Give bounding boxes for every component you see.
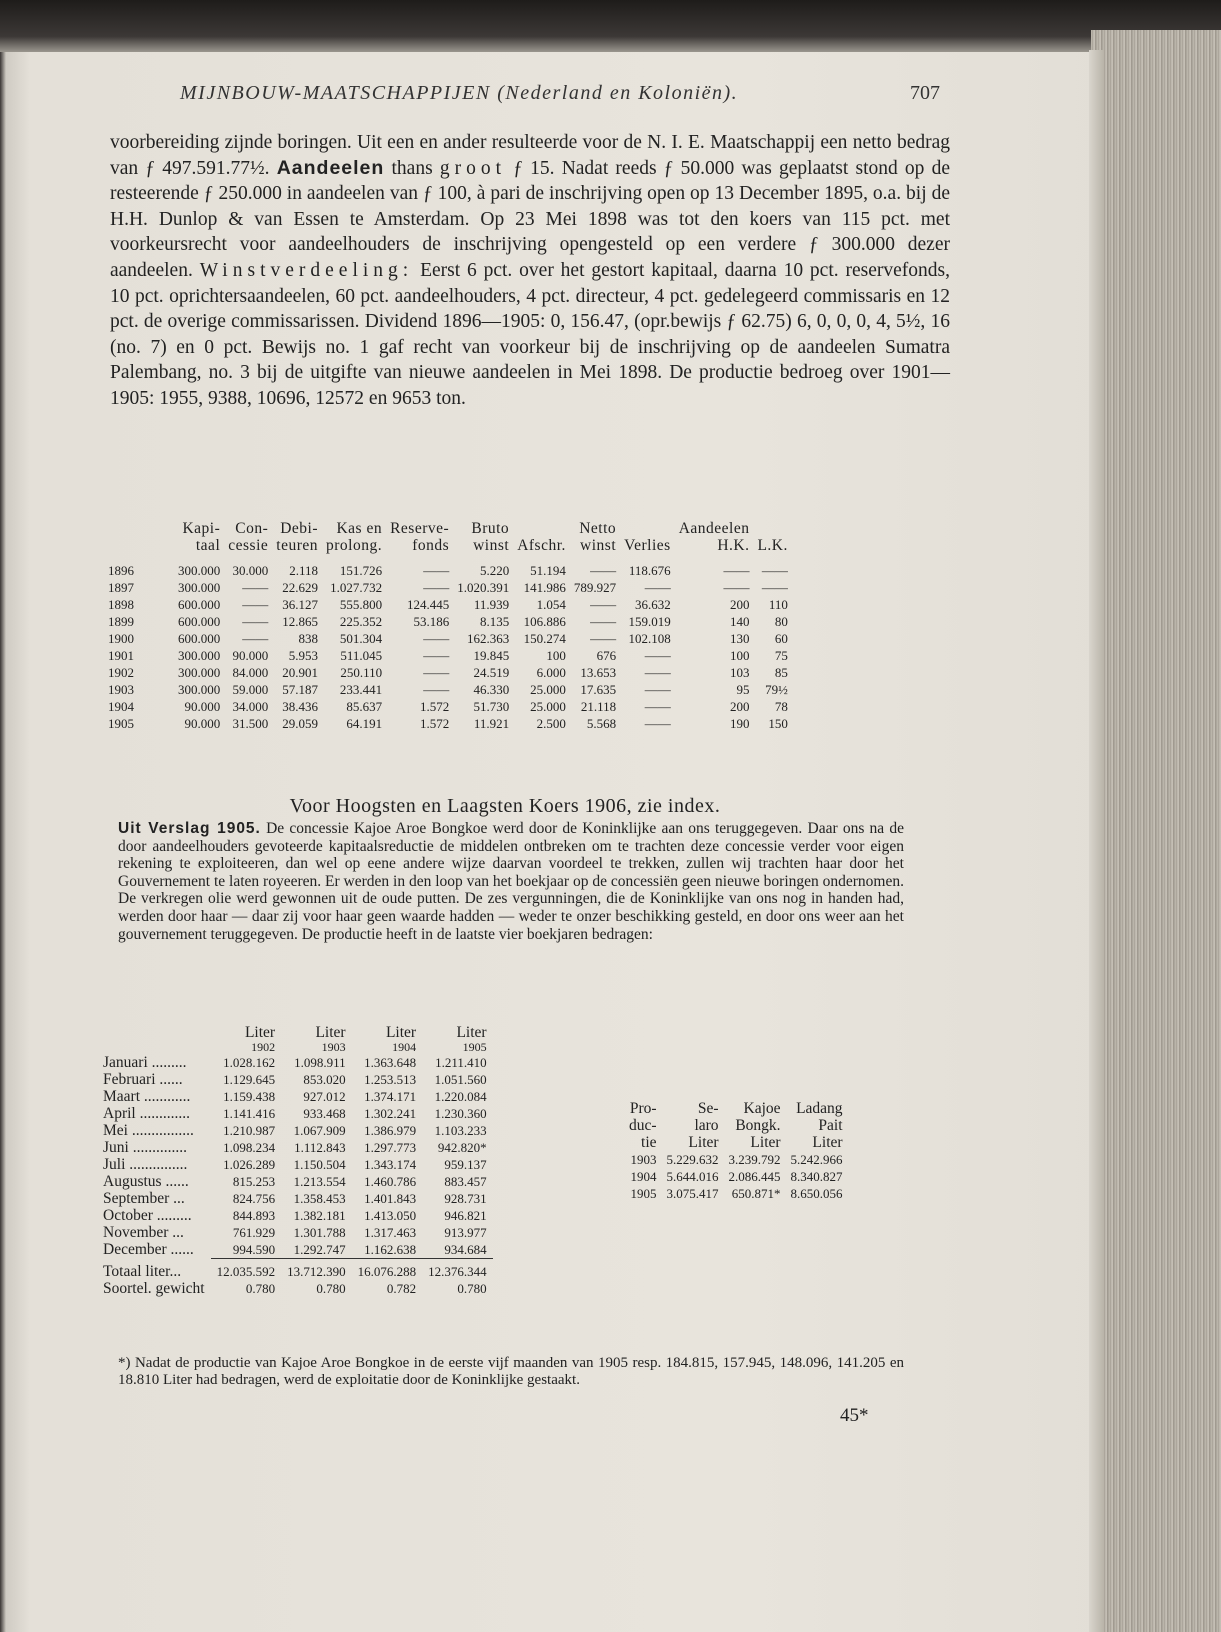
- table-cell: 1.382.181: [293, 1208, 346, 1223]
- column-header: [753, 520, 791, 537]
- table-cell: 1.028.162: [223, 1055, 276, 1070]
- column-header-year: 1903: [321, 1040, 346, 1054]
- table-cell: ——: [590, 563, 617, 578]
- table-cell: 21.118: [580, 699, 617, 714]
- verslag-text: De concessie Kajoe Aroe Bongkoe werd door de Koninklijke aan ons teruggegeven. Daar ons na de door aandeelhouders gevoteerde kapitaalsreductie de middelen ontbreken om te trachten deze concessie verder voor eigen rekening te exploiteeren, dan wel op eene andere wijze daarvan voordeel te trekken, zullen wij trachten haar door het Gouvernement te laten royeeren. Er werden in den loop van het boekjaar op de concessiën geen nieuwe boringen ondernomen. De verkregen olie werd gewonnen uit de oude putten. De zes vergunningen, die de Koninklijke van ons nog in handen had, werden door haar — daar zij voor haar geen waarde hadden — weder te onzer beschikking gesteld, en door ons weer aan het gouvernement teruggegeven. De productie heeft in de laatste vier boekjaren bedragen:: [118, 820, 905, 943]
- table-cell: ——: [423, 580, 450, 595]
- table-cell: ——: [761, 580, 788, 595]
- table-cell: 1.572: [419, 716, 450, 731]
- table-cell: 36.632: [634, 597, 671, 612]
- table-cell: 824.756: [232, 1191, 276, 1206]
- table-cell: 1.343.174: [364, 1157, 417, 1172]
- table-cell: 1.297.773: [364, 1140, 417, 1155]
- table-cell: 29.059: [282, 716, 318, 731]
- column-header-unit: Liter: [385, 1024, 417, 1041]
- table-cell: 1.067.909: [293, 1123, 346, 1138]
- column-header: [513, 520, 570, 537]
- production-table: [103, 1024, 493, 1297]
- table-cell: 6.000: [536, 665, 566, 680]
- table-cell: 5.229.632: [666, 1152, 719, 1167]
- table-cell: 24.519: [473, 665, 510, 680]
- table-cell: 200: [729, 699, 750, 714]
- table-cell: 141.986: [523, 580, 566, 595]
- table-cell: 1.358.453: [293, 1191, 346, 1206]
- month-label: Augustus ......: [103, 1173, 189, 1190]
- month-label: Mei ................: [103, 1122, 194, 1139]
- body-text: thans: [384, 157, 440, 179]
- table-cell: 60: [774, 631, 788, 646]
- table-cell: 150.274: [523, 631, 566, 646]
- body-bold-term: Aandeelen: [276, 156, 385, 179]
- column-header: Bruto: [471, 520, 510, 537]
- column-header: Netto: [579, 520, 617, 537]
- table-cell: 118.676: [628, 563, 671, 578]
- table-cell: 1.162.638: [364, 1242, 417, 1257]
- table-cell: ——: [723, 580, 750, 595]
- table-row: [104, 715, 792, 732]
- column-header: Debi-: [280, 520, 318, 537]
- table-cell: 300.000: [178, 580, 221, 595]
- table-row: [103, 1190, 493, 1207]
- table-row: [103, 1207, 493, 1224]
- column-header: prolong.: [326, 537, 383, 554]
- row-label: Soortel. gewicht: [103, 1280, 205, 1297]
- table-cell: 25.000: [530, 699, 566, 714]
- table-cell: 106.886: [523, 614, 566, 629]
- table-cell: 959.137: [444, 1157, 487, 1172]
- table-cell: ——: [242, 597, 269, 612]
- row-label: Totaal liter...: [103, 1263, 182, 1280]
- table-cell: ——: [590, 631, 617, 646]
- table-cell: 19.845: [473, 648, 510, 663]
- table-cell: 927.012: [303, 1089, 346, 1104]
- table-cell: 140: [729, 614, 750, 629]
- total-row: [103, 1263, 493, 1280]
- month-label: Juni ..............: [103, 1139, 187, 1156]
- table-row: [104, 630, 792, 647]
- month-label: April .............: [103, 1105, 190, 1122]
- table-cell: 1.103.233: [434, 1123, 487, 1138]
- table-cell: 511.045: [340, 648, 383, 663]
- table-cell: 1.098.911: [294, 1055, 346, 1070]
- row-year: 1896: [108, 563, 134, 578]
- table-cell: 84.000: [232, 665, 269, 680]
- column-header-unit: Liter: [456, 1024, 487, 1041]
- table-cell: ——: [423, 648, 450, 663]
- verslag-paragraph: [118, 820, 904, 943]
- column-header: winst: [473, 537, 510, 554]
- table-cell: 1.213.554: [293, 1174, 346, 1189]
- table-row: [104, 681, 792, 698]
- table-cell: 159.019: [628, 614, 671, 629]
- table-cell: 300.000: [178, 648, 221, 663]
- table-cell: 151.726: [339, 563, 383, 578]
- table-cell: 34.000: [232, 699, 269, 714]
- table-cell: 555.800: [339, 597, 383, 612]
- table-cell: ——: [644, 699, 671, 714]
- column-header: tie: [641, 1134, 657, 1151]
- table-cell: 600.000: [178, 614, 221, 629]
- table-cell: 57.187: [282, 682, 318, 697]
- table-cell: 30.000: [232, 563, 269, 578]
- table-cell: ——: [723, 563, 750, 578]
- table-row: [104, 647, 792, 664]
- table-cell: ——: [761, 563, 788, 578]
- column-header: fonds: [412, 537, 450, 554]
- column-header: Reserve-: [390, 520, 450, 537]
- column-header: Afschr.: [517, 537, 566, 554]
- table-cell: 53.186: [413, 614, 450, 629]
- table-cell: 64.191: [346, 716, 383, 731]
- column-header: Pait: [818, 1117, 843, 1134]
- table-cell: 85: [774, 665, 788, 680]
- table-cell: 815.253: [232, 1174, 276, 1189]
- table-cell: 36.127: [282, 597, 318, 612]
- table-cell: 8.650.056: [790, 1186, 843, 1201]
- table-cell: 0.780: [245, 1281, 276, 1296]
- table-cell: ——: [423, 563, 450, 578]
- table-cell: 1.026.289: [223, 1157, 276, 1172]
- month-label: September ...: [103, 1190, 185, 1207]
- row-year: 1901: [108, 648, 134, 663]
- table-cell: 1.230.360: [434, 1106, 487, 1121]
- table-cell: 676: [596, 648, 617, 663]
- table-cell: 1.363.648: [364, 1055, 417, 1070]
- table-cell: 1.374.171: [364, 1089, 417, 1104]
- table-cell: 0.780: [316, 1281, 346, 1296]
- column-header: Con-: [235, 520, 269, 537]
- month-label: November ...: [103, 1224, 184, 1241]
- table-cell: 95: [736, 682, 750, 697]
- table-cell: 300.000: [178, 665, 221, 680]
- table-cell: 1.141.416: [223, 1106, 276, 1121]
- column-header: laro: [694, 1117, 719, 1134]
- body-spaced-term: groot: [439, 157, 507, 179]
- table-cell: ——: [590, 597, 617, 612]
- table-cell: 12.865: [282, 614, 318, 629]
- table-cell: 51.730: [473, 699, 510, 714]
- table-row: [104, 664, 792, 681]
- table-cell: 1.210.987: [223, 1123, 276, 1138]
- column-header: Liter: [812, 1134, 843, 1151]
- table-cell: 17.635: [580, 682, 617, 697]
- table-cell: 1.302.241: [364, 1106, 417, 1121]
- table-row: [104, 613, 792, 630]
- koers-note: Voor Hoogsten en Laagsten Koers 1906, zie index.: [289, 795, 721, 817]
- column-header: Kajoe: [743, 1100, 781, 1117]
- column-header: Ladang: [796, 1100, 843, 1117]
- body-text: Eerst 6 pct. over het gestort kapitaal, daarna 10 pct. reservefonds, 10 pct. oprichtersaandeelen, 60 pct. aandeelhouders, 4 pct. directeur, 4 pct. gedelegeerd commissaris en 12 pct. de overige commissarissen. Dividend 1896—1905: 0, 156.47, (opr.bewijs ƒ 62.75) 6, 0, 0, 0, 4, 5½, 16 (no. 7) en 0 pct. Bewijs no. 1 gaf recht van voorkeur bij de inschrijving op de aandeelen Sumatra Palembang, no. 3 bij de uitgifte van nieuwe aandeelen in Mei 1898. De productie bedroeg over 1901—1905: 1955, 9388, 10696, 12572 en 9653 ton.: [110, 259, 950, 409]
- column-header-year: 1904: [392, 1040, 417, 1054]
- table-cell: ——: [242, 614, 269, 629]
- table-cell: 103: [729, 665, 750, 680]
- table-cell: 90.000: [184, 716, 221, 731]
- table-cell: 100: [729, 648, 750, 663]
- month-label: December ......: [103, 1241, 194, 1259]
- table-row: [103, 1105, 493, 1122]
- column-header: cessie: [228, 537, 269, 554]
- table-cell: 25.000: [530, 682, 566, 697]
- column-header-unit: Liter: [244, 1024, 276, 1041]
- column-header: Kapi-: [182, 520, 221, 537]
- table-cell: 8.340.827: [790, 1169, 843, 1184]
- body-paragraph: [110, 130, 950, 412]
- table-cell: ——: [644, 665, 671, 680]
- running-header: [180, 82, 940, 105]
- table-cell: 1.253.513: [364, 1072, 417, 1087]
- table-cell: 1.129.645: [223, 1072, 276, 1087]
- table-cell: 1.460.786: [364, 1174, 417, 1189]
- table-cell: 79½: [765, 682, 788, 697]
- table-cell: 2.118: [289, 563, 318, 578]
- table-cell: 1.401.843: [364, 1191, 417, 1206]
- row-year: 1905: [630, 1186, 657, 1201]
- table-cell: 946.821: [444, 1208, 487, 1223]
- row-year: 1903: [630, 1152, 657, 1167]
- table-cell: 200: [729, 597, 750, 612]
- table-row: [624, 1185, 848, 1202]
- table-cell: 5.644.016: [666, 1169, 719, 1184]
- table-cell: 31.500: [232, 716, 269, 731]
- table-cell: 13.712.390: [287, 1264, 346, 1279]
- table-row: [624, 1168, 848, 1185]
- table-cell: ——: [242, 580, 269, 595]
- column-header: Pro-: [629, 1100, 657, 1117]
- table-cell: ——: [423, 682, 450, 697]
- table-cell: ——: [242, 631, 269, 646]
- table-cell: 1.150.504: [293, 1157, 346, 1172]
- row-year: 1903: [108, 682, 134, 697]
- column-header: [104, 537, 174, 554]
- row-year: 1904: [630, 1169, 657, 1184]
- column-header: [620, 520, 675, 537]
- table-cell: 162.363: [466, 631, 510, 646]
- month-label: Maart ............: [103, 1088, 191, 1105]
- column-header-year: 1902: [251, 1040, 276, 1054]
- table-cell: 844.893: [232, 1208, 276, 1223]
- table-cell: 3.239.792: [728, 1152, 781, 1167]
- table-cell: ——: [644, 580, 671, 595]
- table-cell: 1.051.560: [434, 1072, 487, 1087]
- book-page-edges: [1091, 30, 1221, 1632]
- table-cell: 11.921: [473, 716, 510, 731]
- table-cell: 78: [774, 699, 788, 714]
- table-row: [103, 1088, 493, 1105]
- table-row: [103, 1224, 493, 1241]
- table-cell: 1.413.050: [364, 1208, 417, 1223]
- gewicht-row: [103, 1280, 493, 1297]
- table-row: [103, 1173, 493, 1190]
- table-cell: 0.780: [457, 1281, 487, 1296]
- column-header: [103, 1041, 211, 1054]
- table-cell: ——: [644, 682, 671, 697]
- footnote: *) Nadat de productie van Kajoe Aroe Bongkoe in de eerste vijf maanden van 1905 resp. 184.815, 157.945, 148.096, 141.205 en 18.810 Liter had bedragen, werd de exploitatie door de Koninklijke gestaakt.: [118, 1355, 904, 1388]
- column-header: L.K.: [757, 537, 788, 554]
- table-cell: 1.054: [536, 597, 566, 612]
- table-cell: 13.653: [580, 665, 617, 680]
- table-cell: 16.076.288: [357, 1264, 417, 1279]
- table-row: [624, 1151, 848, 1168]
- row-year: 1897: [108, 580, 134, 595]
- table-cell: 59.000: [232, 682, 269, 697]
- table-cell: 130: [729, 631, 750, 646]
- table-cell: 46.330: [473, 682, 510, 697]
- table-cell: 1.572: [419, 699, 450, 714]
- table-cell: 933.468: [303, 1106, 346, 1121]
- table-row: [104, 562, 792, 579]
- table-cell: 150: [768, 716, 788, 731]
- column-header: duc-: [629, 1117, 657, 1134]
- column-header: [104, 520, 174, 537]
- row-year: 1902: [108, 665, 134, 680]
- column-header: Verlies: [624, 537, 671, 554]
- row-year: 1904: [108, 699, 134, 714]
- column-header: Liter: [688, 1134, 719, 1151]
- table-cell: 838: [298, 631, 318, 646]
- production-by-concession-table: [624, 1100, 848, 1202]
- body-text: ƒ 15. Nadat reeds ƒ 50.000 was geplaatst stond op de resteerende ƒ 250.000 in aandeelen van ƒ 100, à pari de inschrijving open op 13 December 1895, o.a. bij de H.H. Dunlop & van Essen te Amsterdam. Op 23 Mei 1898 was tot den koers van 115 pct. met voorkeursrecht voor aandeelhouders de inschrijving opengesteld op een verdere ƒ 300.000 dezer aandeelen.: [110, 157, 951, 281]
- table-cell: 22.629: [282, 580, 318, 595]
- financial-table: [104, 520, 792, 732]
- table-row: [103, 1071, 493, 1088]
- table-cell: 853.020: [303, 1072, 346, 1087]
- row-year: 1898: [108, 597, 134, 612]
- table-cell: 80: [774, 614, 788, 629]
- table-row: [104, 596, 792, 613]
- table-cell: 300.000: [178, 563, 221, 578]
- table-cell: 2.086.445: [728, 1169, 781, 1184]
- table-cell: 5.242.966: [790, 1152, 843, 1167]
- table-cell: 789.927: [573, 580, 617, 595]
- table-row: [103, 1156, 493, 1173]
- table-cell: 1.211.410: [435, 1055, 487, 1070]
- column-header: Liter: [750, 1134, 781, 1151]
- table-cell: 883.457: [444, 1174, 487, 1189]
- table-cell: 3.075.417: [666, 1186, 719, 1201]
- column-header: [103, 1024, 211, 1041]
- column-header: H.K.: [717, 537, 750, 554]
- table-cell: 994.590: [232, 1242, 276, 1257]
- column-header-year: 1905: [462, 1040, 487, 1054]
- month-label: Juli ...............: [103, 1156, 188, 1173]
- table-cell: 12.376.344: [428, 1264, 487, 1279]
- table-cell: 5.953: [288, 648, 318, 663]
- table-cell: 102.108: [628, 631, 671, 646]
- table-cell: 225.352: [339, 614, 383, 629]
- table-cell: 1.301.788: [293, 1225, 346, 1240]
- page-gutter: [1089, 50, 1103, 1632]
- table-cell: 1.386.979: [364, 1123, 417, 1138]
- row-year: 1905: [108, 716, 134, 731]
- table-cell: 5.568: [586, 716, 617, 731]
- month-label: October .........: [103, 1207, 192, 1224]
- column-header: Kas en: [336, 520, 383, 537]
- month-label: Januari .........: [103, 1054, 187, 1071]
- table-cell: 8.135: [479, 614, 510, 629]
- table-cell: 1.317.463: [364, 1225, 417, 1240]
- table-cell: 600.000: [178, 631, 221, 646]
- table-row: [103, 1054, 493, 1071]
- table-cell: 1.292.747: [293, 1242, 346, 1257]
- table-cell: 20.901: [282, 665, 318, 680]
- table-cell: 761.929: [232, 1225, 276, 1240]
- column-header: teuren: [276, 537, 318, 554]
- scan-border-top: [0, 0, 1221, 52]
- table-cell: 600.000: [178, 597, 221, 612]
- table-cell: 501.304: [339, 631, 383, 646]
- table-cell: 90.000: [232, 648, 269, 663]
- table-row: [103, 1122, 493, 1139]
- table-cell: 51.194: [530, 563, 566, 578]
- table-cell: 1.020.391: [457, 580, 510, 595]
- table-cell: 942.820*: [437, 1140, 487, 1155]
- signature-mark: 45*: [840, 1405, 869, 1426]
- table-cell: ——: [423, 631, 450, 646]
- table-row: [104, 579, 792, 596]
- row-year: 1899: [108, 614, 134, 629]
- table-cell: 12.035.592: [216, 1264, 276, 1279]
- table-cell: ——: [590, 614, 617, 629]
- column-header: taal: [195, 537, 221, 554]
- column-header: Se-: [697, 1100, 719, 1117]
- table-cell: 124.445: [406, 597, 450, 612]
- table-cell: 250.110: [340, 665, 383, 680]
- table-cell: 928.731: [444, 1191, 487, 1206]
- table-cell: ——: [423, 665, 450, 680]
- column-header: Bongk.: [735, 1117, 781, 1134]
- verslag-label: Uit Verslag 1905.: [118, 820, 261, 837]
- table-cell: 233.441: [339, 682, 383, 697]
- table-cell: ——: [644, 648, 671, 663]
- table-row: [104, 698, 792, 715]
- table-cell: ——: [644, 716, 671, 731]
- table-cell: 0.782: [386, 1281, 417, 1296]
- column-header: winst: [580, 537, 617, 554]
- table-cell: 300.000: [178, 682, 221, 697]
- table-cell: 11.939: [473, 597, 510, 612]
- table-cell: 934.684: [444, 1242, 487, 1257]
- table-cell: 1.220.084: [434, 1089, 487, 1104]
- table-row: [103, 1241, 493, 1259]
- table-cell: 1.098.234: [223, 1140, 276, 1155]
- column-header-unit: Liter: [315, 1024, 346, 1041]
- table-cell: 85.637: [346, 699, 383, 714]
- table-cell: 1.112.843: [294, 1140, 346, 1155]
- row-year: 1900: [108, 631, 134, 646]
- month-label: Februari ......: [103, 1071, 183, 1088]
- table-cell: 38.436: [282, 699, 318, 714]
- body-spaced-term: Winstverdeeling:: [199, 259, 414, 281]
- table-cell: 650.871*: [731, 1186, 781, 1201]
- column-header: Aandeelen: [678, 520, 750, 537]
- table-cell: 190: [729, 716, 750, 731]
- table-cell: 110: [768, 597, 788, 612]
- page-number: 707: [910, 82, 940, 104]
- table-cell: 1.027.732: [330, 580, 383, 595]
- table-cell: 90.000: [184, 699, 221, 714]
- table-cell: 75: [774, 648, 788, 663]
- table-row: [103, 1139, 493, 1156]
- table-cell: 5.220: [479, 563, 510, 578]
- body-text: voorbereiding zijnde boringen. Uit een en ander resulteerde voor de N. I. E. Maatschappij een netto bedrag van ƒ 497.591.77½.: [110, 132, 950, 179]
- table-cell: 1.159.438: [223, 1089, 276, 1104]
- table-cell: 913.977: [444, 1225, 487, 1240]
- header-title: MIJNBOUW-MAATSCHAPPIJEN (Nederland en Koloniën).: [180, 82, 739, 104]
- table-cell: 100: [546, 648, 566, 663]
- table-cell: 2.500: [536, 716, 566, 731]
